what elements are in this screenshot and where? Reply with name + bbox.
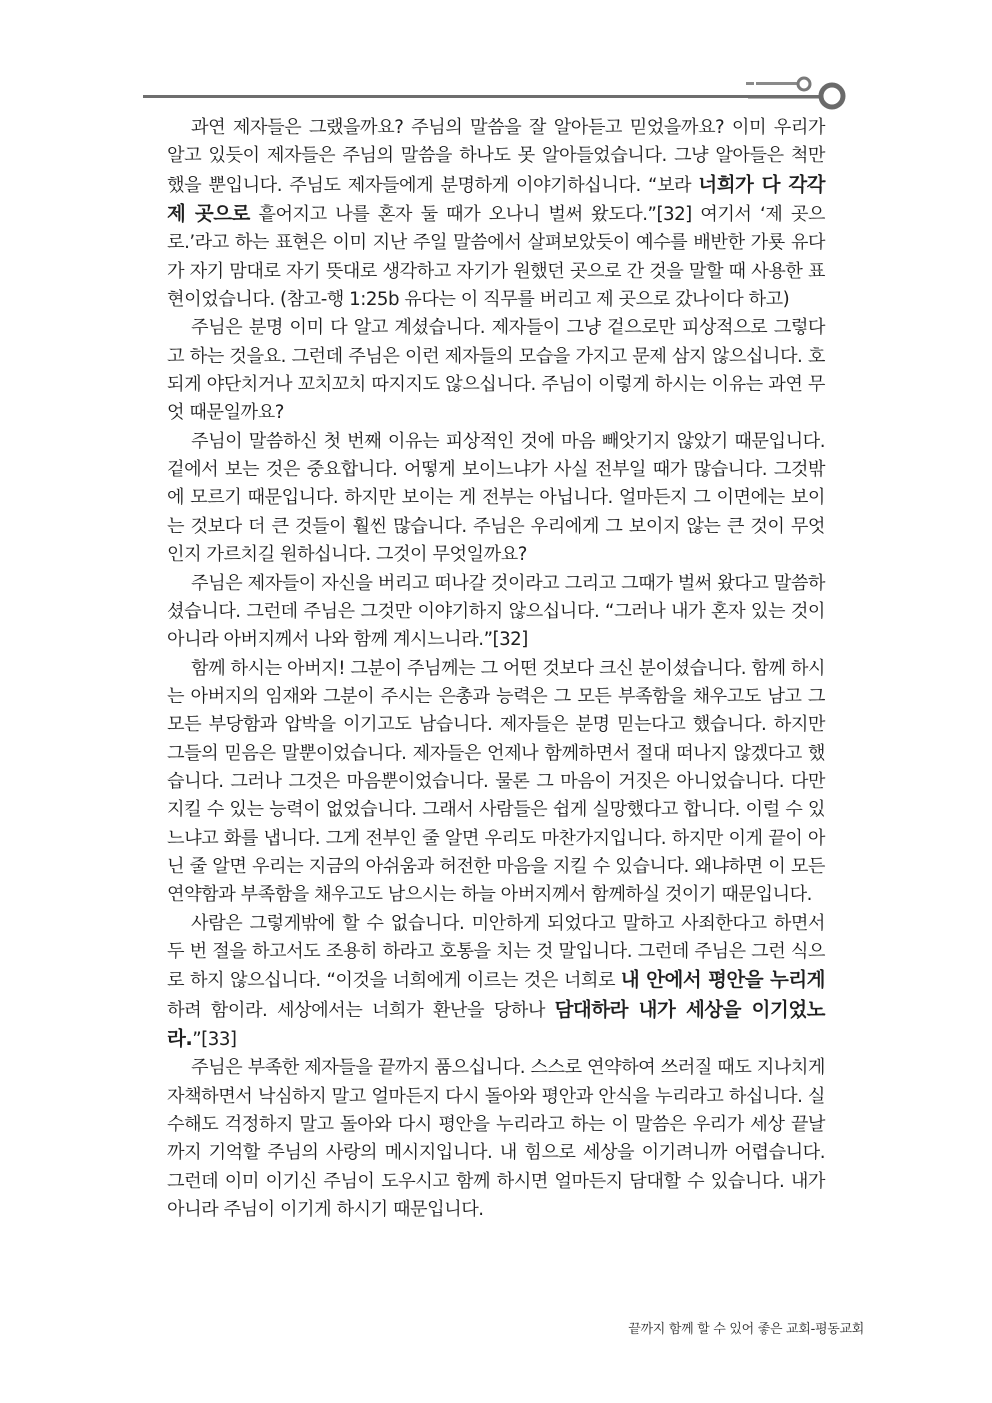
paragraph-text: 주님은 분명 이미 다 알고 계셨습니다. 제자들이 그냥 겉으로만 피상적으로 그렇다고 하는 것을요. 그런데 주님은 이런 제자들의 모습을 가지고 문제 삼지 않으십니다. 호되게 야단치거나 꼬치꼬치 따지지도 않으십니다. 주님이 이렇게 하시는 이유는 과연 무엇 때문일까요? (167, 317, 825, 424)
paragraph-text: 주님이 말씀하신 첫 번째 이유는 피상적인 것에 마음 빼앗기지 않았기 때문입니다. 겉에서 보는 것은 중요합니다. 어떻게 보이느냐가 사실 전부일 때가 많습니다. 그것밖에 모르기 때문입니다. 하지만 보이는 게 전부는 아닙니다. 얼마든지 그 이면에는 보이는 것보다 더 큰 것들이 훨씬 많습니다. 주님은 우리에게 그 보이지 않는 큰 것이 무엇인지 가르치길 원하십니다. 그것이 무엇일까요? (167, 430, 825, 566)
emphasized-quote: 내 안에서 평안을 누리게 (620, 968, 825, 992)
body-paragraph (167, 1054, 825, 1224)
body-paragraph (167, 655, 825, 910)
body-paragraph (167, 314, 825, 427)
paragraph-text: ”[33] (192, 1029, 237, 1050)
paragraph-text: 흩어지고 나를 혼자 둘 때가 오나니 벌써 왔도다.”[32] 여기서 ‘제 곳으로.’라고 하는 표현은 이미 지난 주일 말씀에서 살펴보았듯이 예수를 배반한 가룟 유다가 자기 맘대로 자기 뜻대로 생각하고 자기가 원했던 곳으로 간 것을 말할 때 사용한 표현이었습니다. (참고-행 1:25b 유다는 이 직무를 버리고 제 곳으로 갔나이다 하고) (167, 204, 825, 311)
emphasized-quote: 너희가 다 각각 제 곳으로 (167, 172, 825, 226)
paragraph-text: 주님은 제자들이 자신을 버리고 떠나갈 것이라고 그리고 그때가 벌써 왔다고 말씀하셨습니다. 그런데 주님은 그것만 이야기하지 않으십니다. “그러나 내가 혼자 있는 것이 아니라 아버지께서 나와 함께 계시느니라.”[32] (167, 572, 825, 651)
pin-ornament-icon (740, 72, 850, 116)
page-footer: 끝까지 함께 할 수 있어 좋은 교회-평동교회 (628, 1322, 864, 1337)
paragraph-text: 사람은 그렇게밖에 할 수 없습니다. 미안하게 되었다고 말하고 사죄한다고 하면서 두 번 절을 하고서도 조용히 하라고 호통을 치는 것 말입니다. 그런데 주님은 그런 식으로 하지 않으십니다. “이것을 너희에게 이르는 것은 너희로 (167, 912, 825, 992)
paragraph-text: 함께 하시는 아버지! 그분이 주님께는 그 어떤 것보다 크신 분이셨습니다. 함께 하시는 아버지의 임재와 그분이 주시는 은총과 능력은 그 모든 부족함을 채우고도 남고 그 모든 부당함과 압박을 이기고도 남습니다. 제자들은 분명 믿는다고 했습니다. 하지만 그들의 믿음은 말뿐이었습니다. 제자들은 언제나 함께하면서 절대 떠나지 않겠다고 했습니다. 그러나 그것은 마음뿐이었습니다. 물론 그 마음이 거짓은 아니었습니다. 다만 지킬 수 있는 능력이 없었습니다. 그래서 사람들은 쉽게 실망했다고 합니다. 이럴 수 있느냐고 화를 냅니다. 그게 전부인 줄 알면 우리도 마찬가지입니다. 하지만 이게 끝이 아닌 줄 알면 우리는 지금의 아쉬움과 허전한 마음을 지킬 수 있습니다. 왜냐하면 이 모든 연약함과 부족함을 채우고도 남으시는 하늘 아버지께서 함께하실 것이기 때문입니다. (167, 657, 825, 906)
body-paragraph (167, 570, 825, 655)
emphasized-quote: 담대하라 내가 세상을 이기었노라. (167, 997, 825, 1050)
paragraph-text: 하려 함이라. 세상에서는 너희가 환난을 당하나 (167, 999, 555, 1021)
body-paragraph (167, 428, 825, 570)
document-body (167, 114, 825, 1224)
header-rule (143, 95, 823, 98)
paragraph-text: 주님은 부족한 제자들을 끝까지 품으십니다. 스스로 연약하여 쓰러질 때도 지나치게 자책하면서 낙심하지 말고 얼마든지 다시 돌아와 평안과 안식을 누리라고 하십니다. 실수해도 걱정하지 말고 돌아와 다시 평안을 누리라고 하는 이 말씀은 우리가 세상 끝날까지 기억할 주님의 사랑의 메시지입니다. 내 힘으로 세상을 이기려니까 어렵습니다. 그런데 이미 이기신 주님이 도우시고 함께 하시면 얼마든지 담대할 수 있습니다. 내가 아니라 주님이 이기게 하시기 때문입니다. (167, 1057, 825, 1221)
paragraph-text: 과연 제자들은 그랬을까요? 주님의 말씀을 잘 알아듣고 믿었을까요? 이미 우리가 알고 있듯이 제자들은 주님의 말씀을 하나도 못 알아들었습니다. 그냥 알아들은 척만 했을 뿐입니다. 주님도 제자들에게 분명하게 이야기하십니다. “보라 (167, 117, 825, 196)
body-paragraph (167, 114, 825, 314)
body-paragraph (167, 910, 825, 1055)
